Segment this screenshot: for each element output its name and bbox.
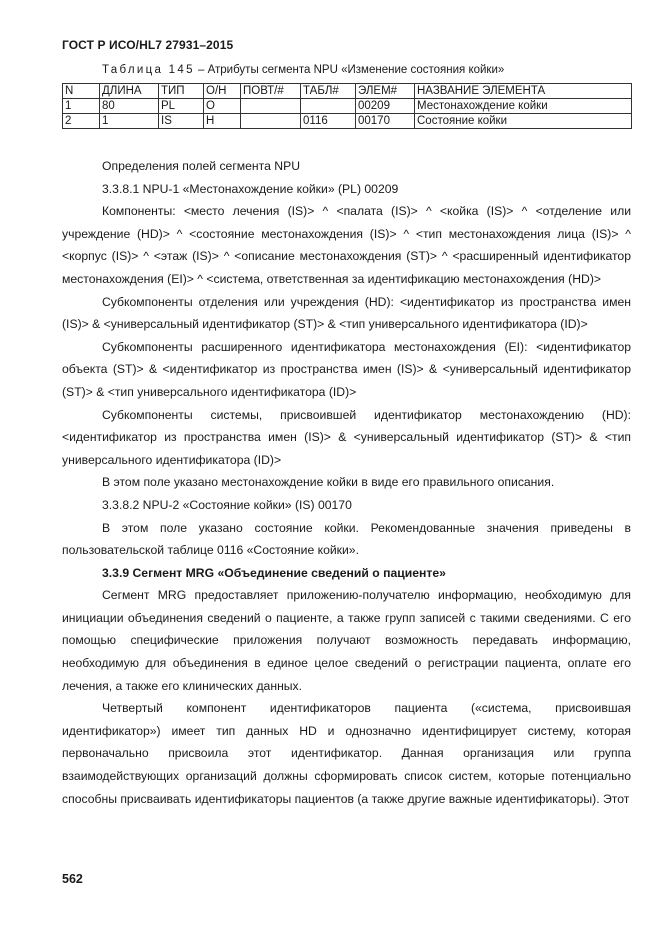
bed-location-paragraph: В этом поле указано местонахождение койки в виде его правильного описания. — [102, 475, 555, 490]
table-header-row — [63, 84, 632, 99]
column-header: ТАБЛ# — [301, 84, 356, 99]
column-header: ТИП — [159, 84, 204, 99]
npu-2-heading: 3.3.8.2 NPU-2 «Состояние койки» (IS) 00170 — [102, 497, 352, 512]
attributes-table — [62, 83, 632, 129]
table-cell — [241, 114, 301, 129]
table-cell: 00209 — [356, 99, 415, 114]
table-cell: PL — [159, 99, 204, 114]
mrg-description-paragraph: Сегмент MRG предоставляет приложению-получателю информацию, необходимую для инициации объединения сведений о пациенте, а также групп записей с такими сведениями. С его помощью специфические приложения получают возможность передавать информацию, необходимую для объединения в единое целое сведений о регистрации пациента, оплате его лечения, а также его клинических данных. — [62, 588, 631, 693]
table-cell: Состояние койки — [415, 114, 632, 129]
table-cell: 0116 — [301, 114, 356, 129]
table-caption-dash: – — [197, 64, 205, 76]
table-cell: 00170 — [356, 114, 415, 129]
standard-header: ГОСТ Р ИСО/HL7 27931–2015 — [62, 38, 234, 52]
system-subcomponents-paragraph: Субкомпоненты системы, присвоившей идентификатор местонахождению (HD): <идентификатор из пространства имен (IS)> & <универсальный идентификатор (ST)> & <тип универсального идентификатора (ID)> — [62, 407, 631, 467]
table-cell — [301, 99, 356, 114]
table-cell — [241, 99, 301, 114]
patient-identifier-paragraph: Четвертый компонент идентификаторов пациента («система, присвоившая идентификатор») имеет тип данных HD и однозначно идентифицирует систему, которая первоначально присвоила этот идентификатор. Данная организация или группа взаимодействующих организаций должны сформировать список систем, которые потенциально способны присваивать идентификаторы пациентов (а также другие важные идентификаторы). Этот — [62, 701, 631, 806]
table-cell: 2 — [63, 114, 100, 129]
table-cell: Н — [204, 114, 241, 129]
column-header: О/Н — [204, 84, 241, 99]
body-text — [62, 155, 631, 810]
column-header: ПОВТ/# — [241, 84, 301, 99]
table-caption-title: Атрибуты сегмента NPU «Изменение состояния койки» — [207, 64, 505, 76]
table-cell: 1 — [63, 99, 100, 114]
npu-1-heading: 3.3.8.1 NPU-1 «Местонахождение койки» (PL) 00209 — [102, 181, 399, 196]
column-header: ЭЛЕМ# — [356, 84, 415, 99]
npu-fields-heading: Определения полей сегмента NPU — [102, 159, 301, 173]
ei-subcomponents-paragraph: Субкомпоненты расширенного идентификатора местонахождения (EI): <идентификатор объекта (ST)> & <идентификатор из пространства имен (IS)> & <универсальный идентификатор (ST)> & <тип универсального идентификатора (ID)> — [62, 339, 631, 399]
table-cell: 80 — [100, 99, 159, 114]
column-header: N — [63, 84, 100, 99]
table-cell: 1 — [100, 114, 159, 129]
table-caption-label: Таблица 145 — [102, 64, 195, 76]
components-paragraph: Компоненты: <место лечения (IS)> ^ <палата (IS)> ^ <койка (IS)> ^ <отделение или учреждение (HD)> ^ <состояние местонахождения (IS)> ^ <тип местонахождения лица (IS)> ^ <корпус (IS)> ^ <этаж (IS)> ^ <описание местонахождения (ST)> ^ <расширенный идентификатор местонахождения (EI)> ^ <система, ответственная за идентификацию местонахождения (HD)> — [62, 204, 631, 286]
column-header: НАЗВАНИЕ ЭЛЕМЕНТА — [415, 84, 632, 99]
table-cell: О — [204, 99, 241, 114]
column-header: ДЛИНА — [100, 84, 159, 99]
hd-subcomponents-paragraph: Субкомпоненты отделения или учреждения (HD): <идентификатор из пространства имен (IS)> & <универсальный идентификатор (ST)> & <тип универсального идентификатора (ID)> — [62, 294, 631, 332]
bed-status-paragraph: В этом поле указано состояние койки. Рекомендованные значения приведены в пользовательской таблице 0116 «Состояние койки». — [62, 520, 631, 558]
table-cell: IS — [159, 114, 204, 129]
table-cell: Местонахождение койки — [415, 99, 632, 114]
table-row — [63, 99, 632, 114]
page-number: 562 — [62, 872, 83, 886]
mrg-section-heading: 3.3.9 Сегмент MRG «Объединение сведений о пациенте» — [102, 565, 446, 580]
table-row — [63, 114, 632, 129]
table-caption — [102, 64, 504, 76]
